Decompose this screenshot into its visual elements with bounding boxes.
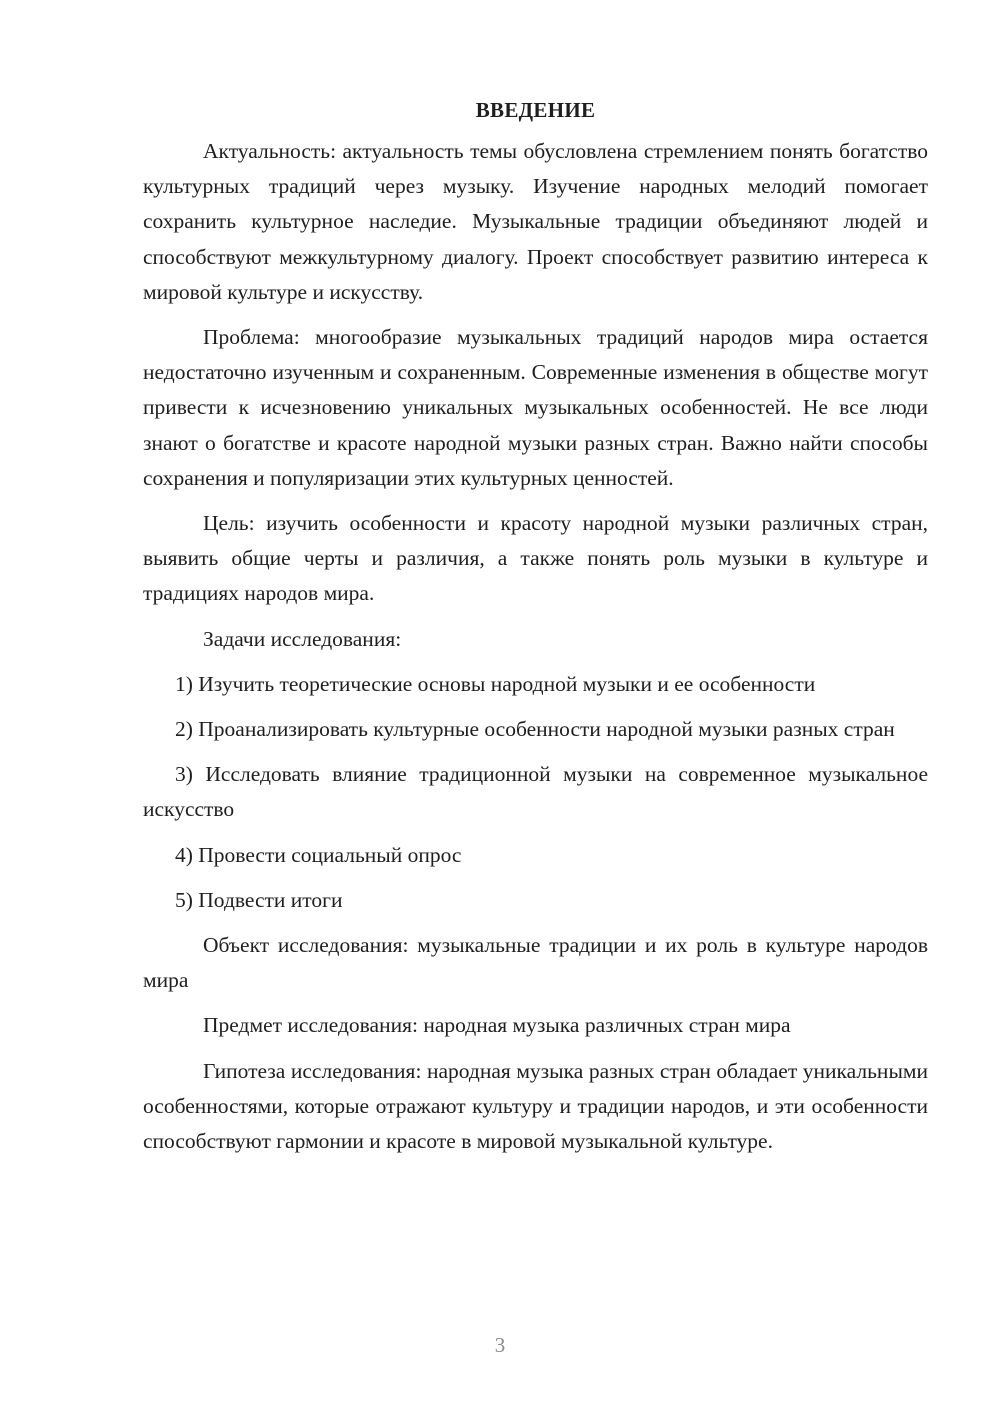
page-content <box>143 92 928 1169</box>
paragraph-relevance: Актуальность: актуальность темы обусловлена стремлением понять богатство культурных традиций через музыку. Изучение народных мелодий помогает сохранить культурное наследие. Музыкальные традиции объединяют людей и способствуют межкультурному диалогу. Проект способствует развитию интереса к мировой культуре и искусству. <box>143 139 928 304</box>
task-item: 2) Проанализировать культурные особенности народной музыки разных стран <box>175 717 895 742</box>
paragraph-subject: Предмет исследования: народная музыка различных стран мира <box>203 1013 791 1038</box>
task-item: 1) Изучить теоретические основы народной музыки и ее особенности <box>175 671 816 696</box>
paragraph-object: Объект исследования: музыкальные традиции и их роль в культуре народов мира <box>143 933 928 993</box>
paragraph-problem: Проблема: многообразие музыкальных традиций народов мира остается недостаточно изученным и сохраненным. Современные изменения в обществе могут привести к исчезновению уникальных музыкальных особенностей. Не все люди знают о богатстве и красоте народной музыки разных стран. Важно найти способы сохранения и популяризации этих культурных ценностей. <box>143 325 928 490</box>
task-item: 3) Исследовать влияние традиционной музыки на современное музыкальное искусство <box>143 762 928 822</box>
task-item: 5) Подвести итоги <box>175 887 343 912</box>
section-title: ВВЕДЕНИЕ <box>475 98 596 122</box>
tasks-heading: Задачи исследования: <box>203 626 402 651</box>
paragraph-hypothesis: Гипотеза исследования: народная музыка разных стран обладает уникальными особенностями, которые отражают культуру и традиции народов, и эти особенности способствуют гармонии и красоте в мировой музыкальной культуре. <box>143 1058 928 1154</box>
task-item: 4) Провести социальный опрос <box>175 842 462 867</box>
page-number: 3 <box>494 1333 506 1357</box>
paragraph-goal: Цель: изучить особенности и красоту народной музыки различных стран, выявить общие черты и различия, а также понять роль музыки в культуре и традициях народов мира. <box>143 511 928 606</box>
